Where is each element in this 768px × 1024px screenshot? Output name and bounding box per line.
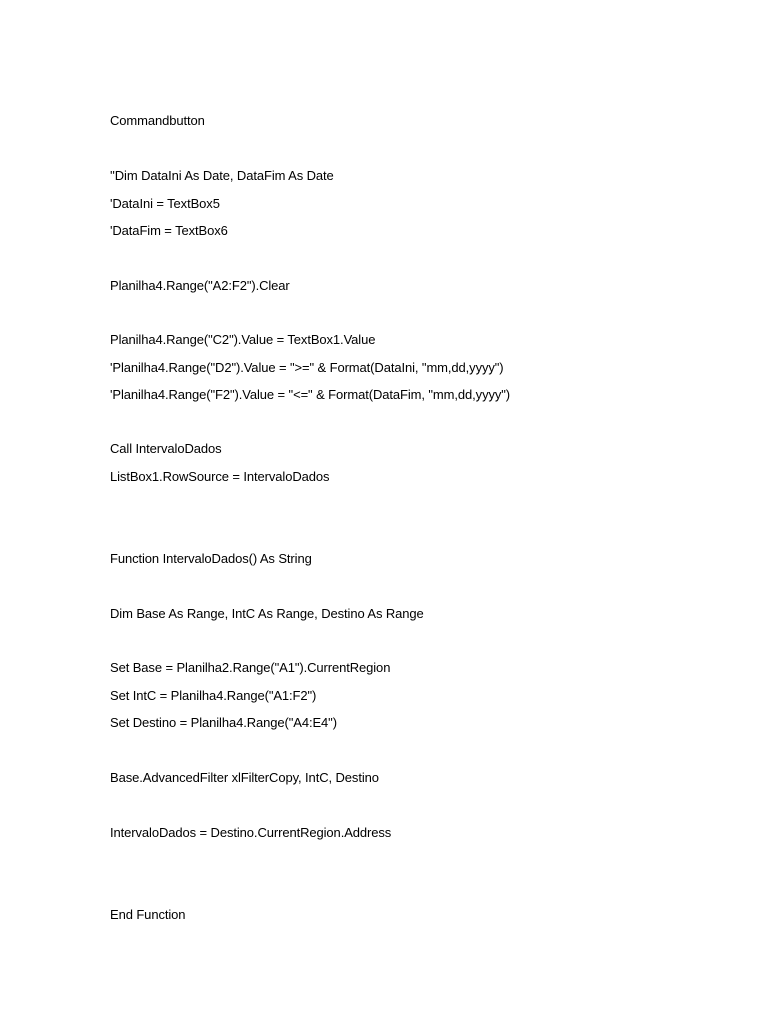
text-line: 'DataFim = TextBox6 <box>110 223 228 238</box>
text-line: Planilha4.Range("A2:F2").Clear <box>110 278 290 293</box>
text-line: IntervaloDados = Destino.CurrentRegion.Address <box>110 825 392 840</box>
text-line: 'Planilha4.Range("D2").Value = ">=" & Format(DataIni, "mm,dd,yyyy") <box>110 360 504 375</box>
text-line: Set IntC = Planilha4.Range("A1:F2") <box>110 688 317 703</box>
text-line: ListBox1.RowSource = IntervaloDados <box>110 469 330 484</box>
text-line: 'DataIni = TextBox5 <box>110 196 220 211</box>
text-line: Function IntervaloDados() As String <box>110 551 312 566</box>
text-line: Call IntervaloDados <box>110 441 222 456</box>
text-line: 'Planilha4.Range("F2").Value = "<=" & Format(DataFim, "mm,dd,yyyy") <box>110 387 511 402</box>
text-line: Commandbutton <box>110 113 205 128</box>
text-line: Dim Base As Range, IntC As Range, Destino As Range <box>110 606 424 621</box>
text-line: Planilha4.Range("C2").Value = TextBox1.Value <box>110 332 376 347</box>
text-line: ''Dim DataIni As Date, DataFim As Date <box>110 168 334 183</box>
text-line: Set Base = Planilha2.Range("A1").CurrentRegion <box>110 660 391 675</box>
text-line: End Function <box>110 907 186 922</box>
text-line: Base.AdvancedFilter xlFilterCopy, IntC, Destino <box>110 770 379 785</box>
text-line: Set Destino = Planilha4.Range("A4:E4") <box>110 715 337 730</box>
